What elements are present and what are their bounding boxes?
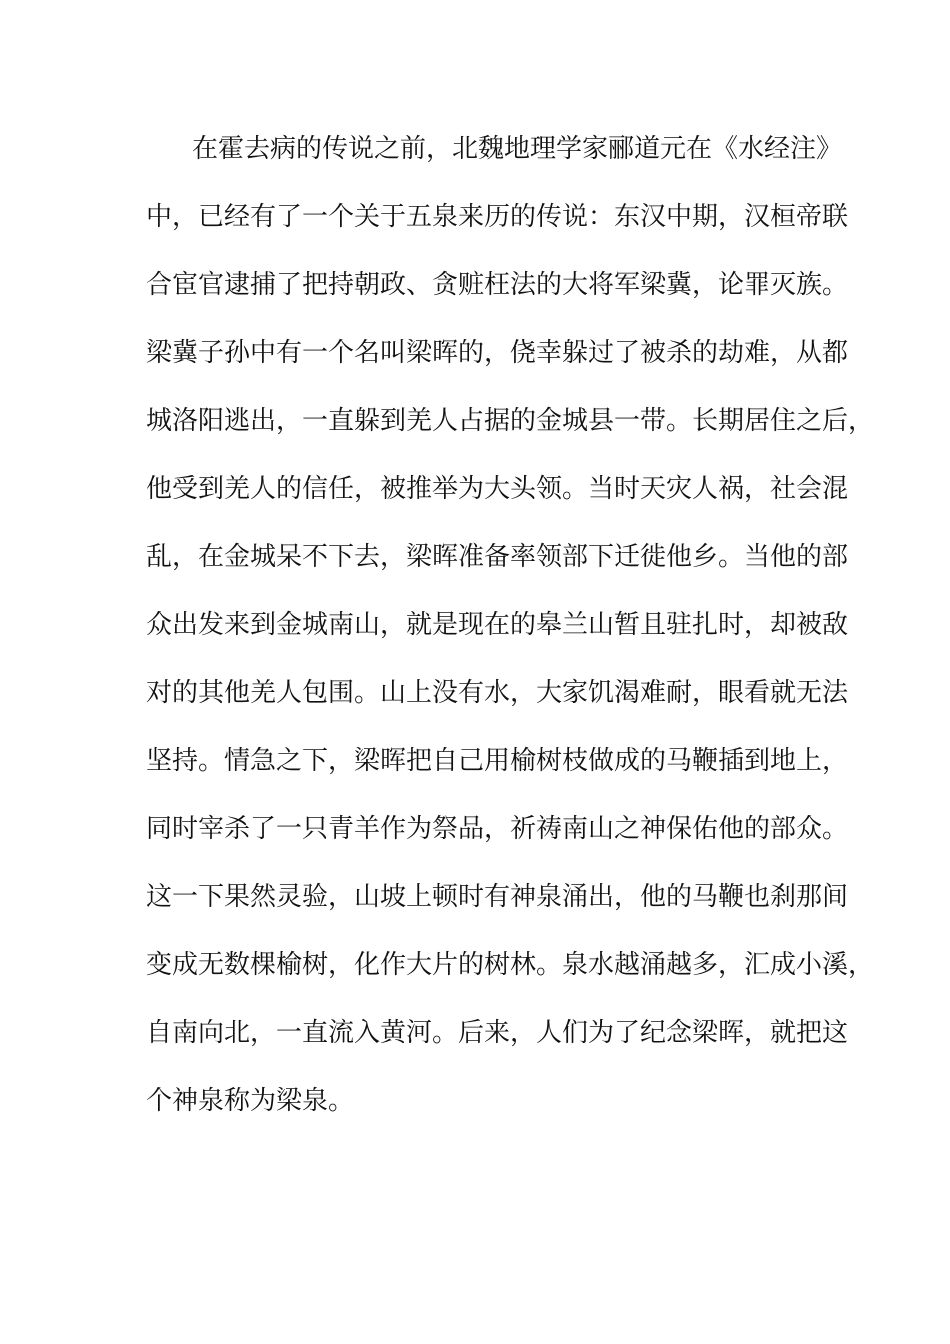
paragraph-line: 合宦官逮捕了把持朝政、贪赃枉法的大将军梁冀，论罪灭族。 xyxy=(146,270,849,300)
paragraph-line: 乱，在金城呆不下去，梁晖准备率领部下迁徙他乡。当他的部 xyxy=(146,542,849,572)
paragraph-line: 自南向北，一直流入黄河。后来，人们为了纪念梁晖，就把这 xyxy=(146,1018,849,1048)
paragraph-line: 同时宰杀了一只青羊作为祭品，祈祷南山之神保佑他的部众。 xyxy=(146,814,849,844)
paragraph-line: 对的其他羌人包围。山上没有水，大家饥渴难耐，眼看就无法 xyxy=(146,678,849,708)
paragraph-line: 梁冀子孙中有一个名叫梁晖的，侥幸躲过了被杀的劫难，从都 xyxy=(146,338,849,368)
paragraph-line: 这一下果然灵验，山坡上顿时有神泉涌出，他的马鞭也刹那间 xyxy=(146,882,849,912)
paragraph-line: 在霍去病的传说之前，北魏地理学家郦道元在《水经注》 xyxy=(192,134,843,164)
paragraph-line: 众出发来到金城南山，就是现在的皋兰山暂且驻扎时，却被敌 xyxy=(146,610,849,640)
paragraph xyxy=(146,128,875,1148)
paragraph-line: 坚持。情急之下，梁晖把自己用榆树枝做成的马鞭插到地上， xyxy=(146,746,849,776)
paragraph-line: 个神泉称为梁泉。 xyxy=(146,1086,355,1116)
paragraph-line: 城洛阳逃出，一直躲到羌人占据的金城县一带。长期居住之后， xyxy=(146,406,875,436)
paragraph-line: 他受到羌人的信任，被推举为大头领。当时天灾人祸，社会混 xyxy=(146,474,849,504)
paragraph-line: 变成无数棵榆树，化作大片的树林。泉水越涌越多，汇成小溪， xyxy=(146,950,875,980)
paragraph-line: 中，已经有了一个关于五泉来历的传说：东汉中期，汉桓帝联 xyxy=(146,202,849,232)
